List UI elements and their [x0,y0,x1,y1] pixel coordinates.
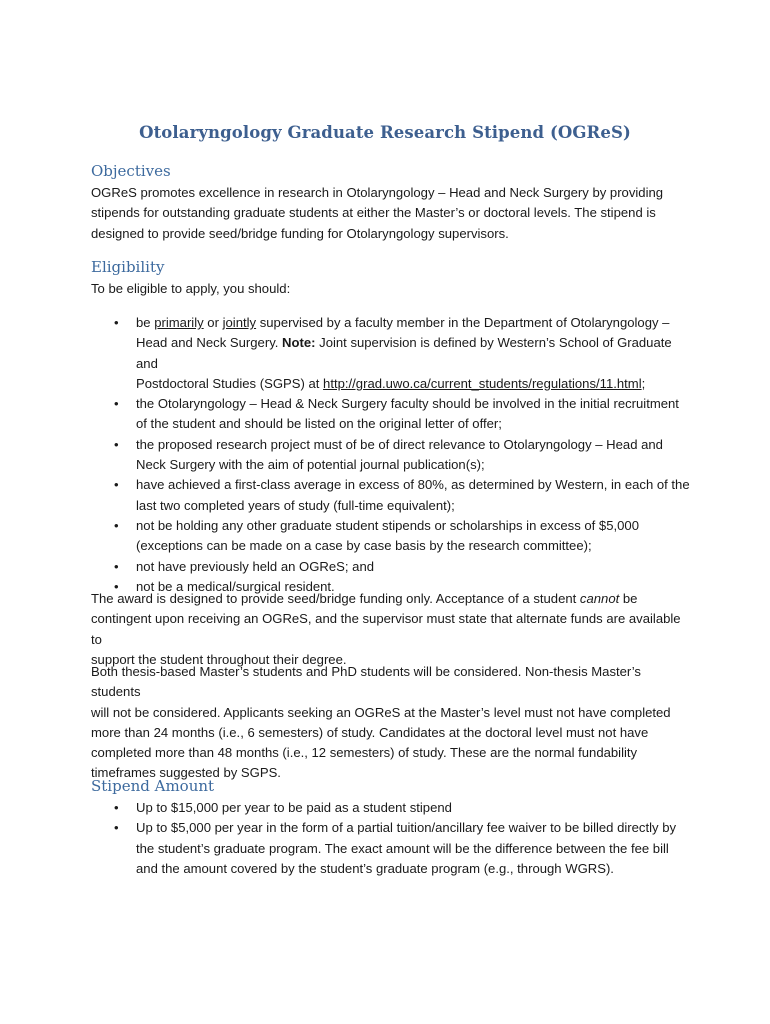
text-line: contingent upon receiving an OGReS, and the supervisor must state that alternate funds are available to [91,611,681,647]
text-line: Up to $5,000 per year in the form of a partial tuition/ancillary fee waiver to be billed directly by [136,820,677,836]
eligibility-intro: To be eligible to apply, you should: [91,281,291,296]
text-line: not be a medical/surgical resident. [136,578,335,594]
bullet-icon: • [114,517,119,533]
text-line: timeframes suggested by SGPS. [91,765,281,781]
list-item [91,557,691,577]
text-line: support the student throughout their degree. [91,651,347,667]
list-item [91,475,691,516]
text-line: not be holding any other graduate student stipends or scholarships in excess of $5,000 [136,517,639,533]
bullet-icon: • [114,578,119,594]
stipend-list [91,798,691,879]
list-item [91,313,691,394]
bullet-icon: • [114,436,119,452]
list-item [91,798,691,818]
list-item [91,394,691,435]
text-line: designed to provide seed/bridge funding for Otolaryngology supervisors. [91,225,509,241]
bullet-icon: • [114,315,119,330]
eligibility-heading: Eligibility [91,258,165,276]
text-line: Both thesis-based Master’s students and PhD students will be considered. Non-thesis Master’s students [91,664,641,700]
bullet-icon: • [114,820,119,836]
text-line: Neck Surgery with the aim of potential journal publication(s); [136,457,485,473]
thesis-paragraph [91,662,691,784]
bullet-icon: • [114,558,119,574]
objectives-heading: Objectives [91,162,171,180]
text-line: (exceptions can be made on a case by case basis by the research committee); [136,538,592,554]
underlined-word: primarily [154,315,204,330]
list-item [91,516,691,557]
note-label: Note: [282,335,316,351]
text-line: stipends for outstanding graduate students at either the Master’s or doctoral levels. The stipend is [91,205,656,221]
text-line: will not be considered. Applicants seeking an OGReS at the Master’s level must not have completed [91,704,671,720]
objectives-paragraph [91,183,687,244]
text-line: not have previously held an OGReS; and [136,558,375,574]
text-line: completed more than 48 months (i.e., 12 semesters) of study. These are the normal fundability [91,745,638,761]
text-line: the Otolaryngology – Head & Neck Surgery faculty should be involved in the initial recruitment [136,396,679,412]
text-line: the student’s graduate program. The exact amount will be the difference between the fee bill [136,840,669,856]
text-line: more than 24 months (i.e., 6 semesters) of study. Candidates at the doctoral level must not have [91,724,649,740]
text-line: have achieved a first-class average in excess of 80%, as determined by Western, in each of the [136,477,690,493]
list-item [91,435,691,476]
text-line: Head and Neck Surgery. Note: Joint supervision is defined by Western’s School of Graduate and [136,335,672,371]
bullet-icon: • [114,396,119,412]
text-line: the proposed research project must of be of direct relevance to Otolaryngology – Head and [136,436,663,452]
bullet-icon: • [114,800,119,815]
text-line: OGReS promotes excellence in research in Otolaryngology – Head and Neck Surgery by providing [91,185,664,200]
text-line: Postdoctoral Studies (SGPS) at http://grad.uwo.ca/current_students/regulations/11.html; [136,375,646,391]
award-paragraph [91,589,691,670]
regulations-link[interactable]: http://grad.uwo.ca/current_students/regulations/11.html [323,375,642,391]
bullet-icon: • [114,477,119,493]
text-line: be primarily or jointly supervised by a faculty member in the Department of Otolaryngology – [136,315,670,330]
underlined-word: jointly [222,315,257,330]
stipend-heading: Stipend Amount [91,777,215,795]
emphasis-word: cannot [579,591,620,606]
text-line: of the student and should be listed on the original letter of offer; [136,416,502,432]
text-line: The award is designed to provide seed/bridge funding only. Acceptance of a student cannot be [91,591,638,606]
text-line: last two completed years of study (full-time equivalent); [136,497,455,513]
text-line: Up to $15,000 per year to be paid as a student stipend [136,800,452,815]
list-item [91,818,691,879]
page-title: Otolaryngology Graduate Research Stipend (OGReS) [139,123,631,142]
text-line: and the amount covered by the student’s graduate program (e.g., through WGRS). [136,860,614,876]
eligibility-list [91,313,691,597]
